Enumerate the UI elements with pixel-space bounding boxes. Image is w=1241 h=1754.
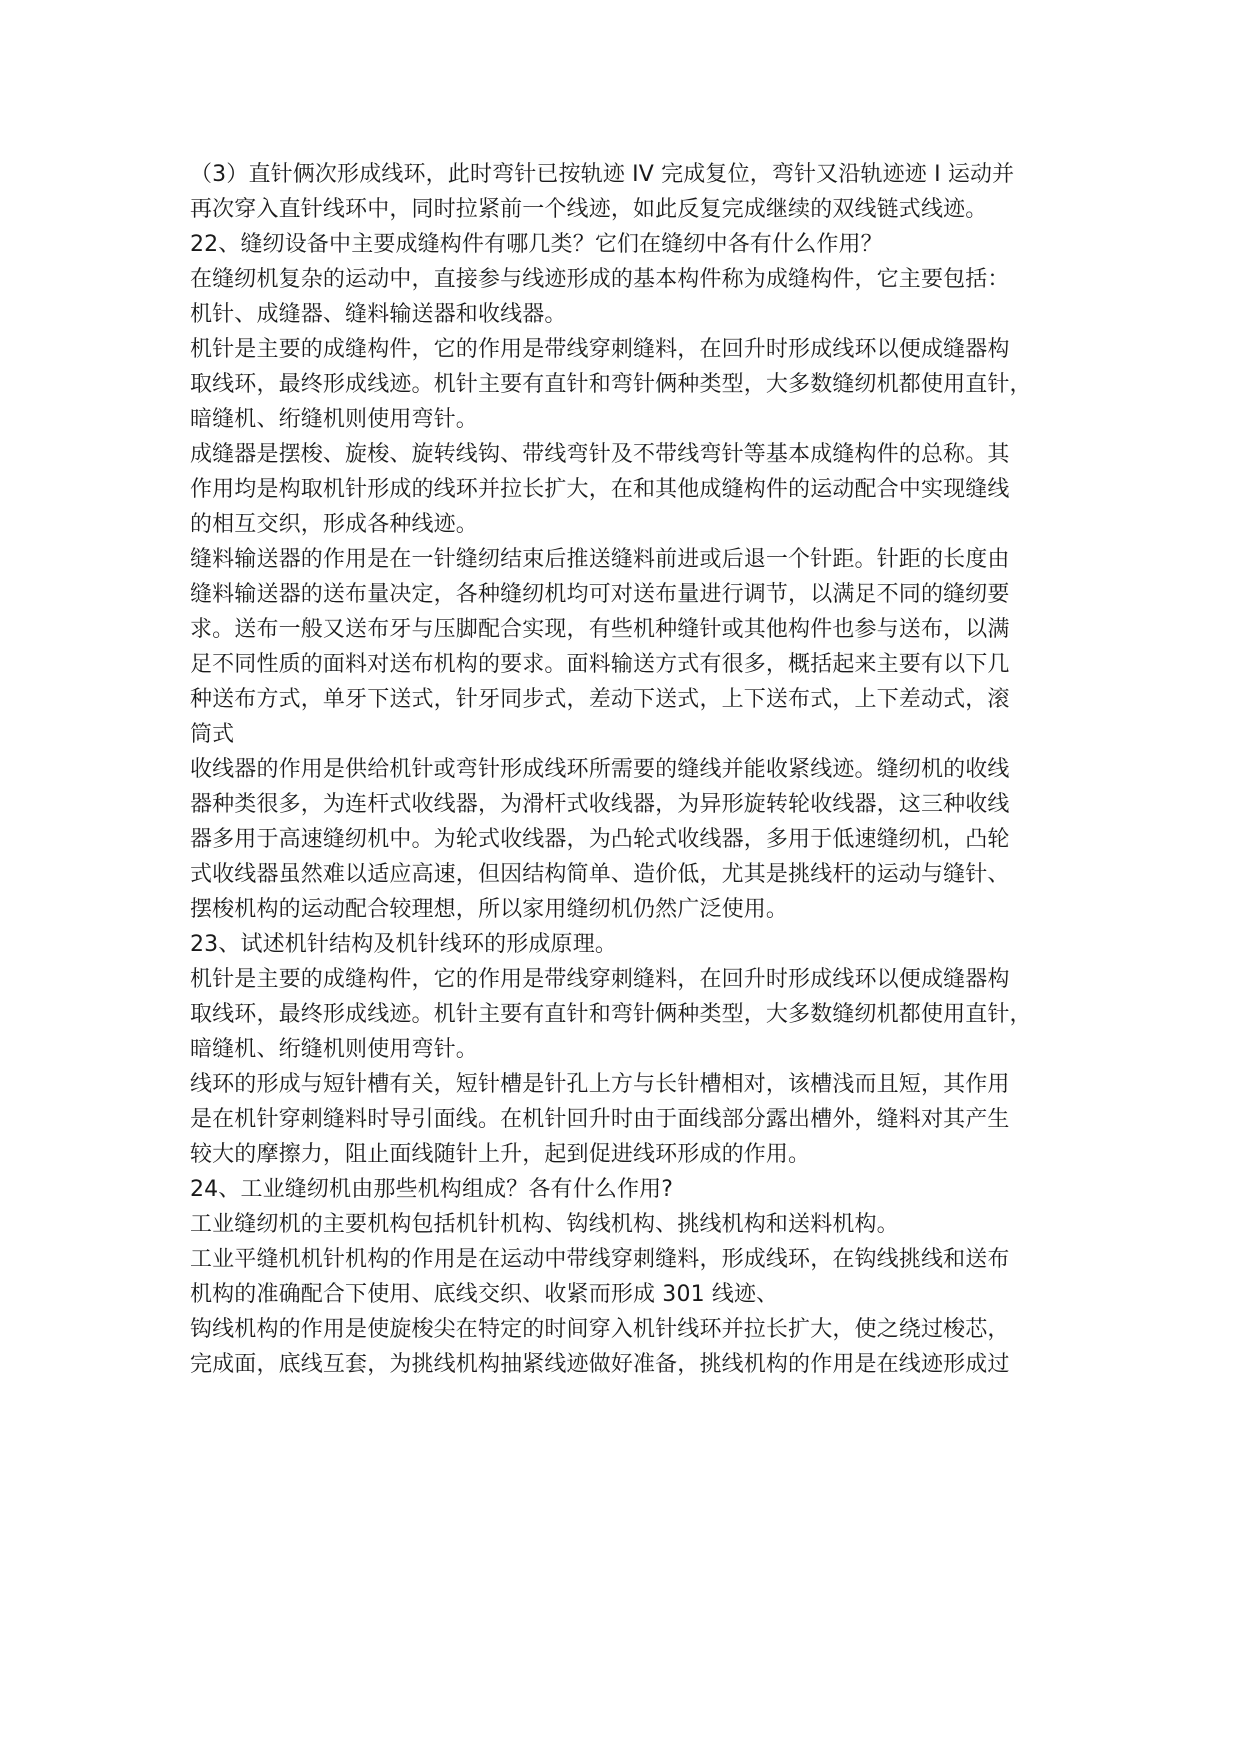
text-line: 工业平缝机机针机构的作用是在运动中带线穿刺缝料，形成线环，在钩线挑线和送布 (190, 1247, 1010, 1272)
text-line: 暗缝机、绗缝机则使用弯针。 (190, 1037, 478, 1062)
text-line: 线环的形成与短针槽有关，短针槽是针孔上方与长针槽相对，该槽浅而且短，其作用 (190, 1072, 1010, 1097)
text-line: 完成面，底线互套，为挑线机构抽紧线迹做好准备，挑线机构的作用是在线迹形成过 (190, 1352, 1010, 1377)
text-line: 器种类很多，为连杆式收线器，为滑杆式收线器，为异形旋转轮收线器，这三种收线 (190, 792, 1010, 817)
text-line: （3）直针俩次形成线环，此时弯针已按轨迹 IV 完成复位，弯针又沿轨迹迹 I 运动并 (190, 162, 1015, 187)
text-line: 机构的准确配合下使用、底线交织、收紧而形成 301 线迹、 (190, 1282, 779, 1307)
text-line: 较大的摩擦力，阻止面线随针上升，起到促进线环形成的作用。 (190, 1142, 811, 1167)
text-line: 在缝纫机复杂的运动中，直接参与线迹形成的基本构件称为成缝构件，它主要包括： (190, 267, 1010, 292)
text-line: 缝料输送器的作用是在一针缝纫结束后推送缝料前进或后退一个针距。针距的长度由 (190, 547, 1010, 572)
text-line: 作用均是构取机针形成的线环并拉长扩大，在和其他成缝构件的运动配合中实现缝线 (190, 477, 1010, 502)
text-line: 求。送布一般又送布牙与压脚配合实现，有些机种缝针或其他构件也参与送布，以满 (190, 617, 1010, 642)
text-line: 再次穿入直针线环中，同时拉紧前一个线迹，如此反复完成继续的双线链式线迹。 (190, 197, 988, 222)
text-line: 是在机针穿刺缝料时导引面线。在机针回升时由于面线部分露出槽外，缝料对其产生 (190, 1107, 1010, 1132)
text-line: 式收线器虽然难以适应高速，但因结构简单、造价低，尤其是挑线杆的运动与缝针、 (190, 862, 1010, 887)
text-line: 暗缝机、绗缝机则使用弯针。 (190, 407, 478, 432)
text-line: 摆梭机构的运动配合较理想，所以家用缝纫机仍然广泛使用。 (190, 897, 789, 922)
text-line: 的相互交织，形成各种线迹。 (190, 512, 478, 537)
question-heading: 24、工业缝纫机由那些机构组成？各有什么作用? (190, 1177, 674, 1202)
text-line: 缝料输送器的送布量决定，各种缝纫机均可对送布量进行调节，以满足不同的缝纫要 (190, 582, 1010, 607)
text-line: 机针是主要的成缝构件，它的作用是带线穿刺缝料，在回升时形成线环以便成缝器构 (190, 337, 1010, 362)
text-line: 钩线机构的作用是使旋梭尖在特定的时间穿入机针线环并拉长扩大，使之绕过梭芯， (190, 1317, 1010, 1342)
text-line: 种送布方式，单牙下送式，针牙同步式，差动下送式，上下送布式，上下差动式，滚 (190, 687, 1010, 712)
question-heading: 22、缝纫设备中主要成缝构件有哪几类？它们在缝纫中各有什么作用？ (190, 232, 883, 257)
text-line: 足不同性质的面料对送布机构的要求。面料输送方式有很多，概括起来主要有以下几 (190, 652, 1010, 677)
text-line: 收线器的作用是供给机针或弯针形成线环所需要的缝线并能收紧线迹。缝纫机的收线 (190, 757, 1010, 782)
document-body (190, 157, 1070, 1382)
text-line: 筒式 (190, 722, 235, 747)
text-line: 机针是主要的成缝构件，它的作用是带线穿刺缝料，在回升时形成线环以便成缝器构 (190, 967, 1010, 992)
text-line: 机针、成缝器、缝料输送器和收线器。 (190, 302, 567, 327)
question-heading: 23、试述机针结构及机针线环的形成原理。 (190, 932, 617, 957)
text-line: 取线环，最终形成线迹。机针主要有直针和弯针俩种类型，大多数缝纫机都使用直针， (190, 1002, 1032, 1027)
text-line: 器多用于高速缝纫机中。为轮式收线器，为凸轮式收线器，多用于低速缝纫机，凸轮 (190, 827, 1010, 852)
text-line: 成缝器是摆梭、旋梭、旋转线钩、带线弯针及不带线弯针等基本成缝构件的总称。其 (190, 442, 1010, 467)
text-line: 工业缝纫机的主要机构包括机针机构、钩线机构、挑线机构和送料机构。 (190, 1212, 899, 1237)
text-line: 取线环，最终形成线迹。机针主要有直针和弯针俩种类型，大多数缝纫机都使用直针， (190, 372, 1032, 397)
